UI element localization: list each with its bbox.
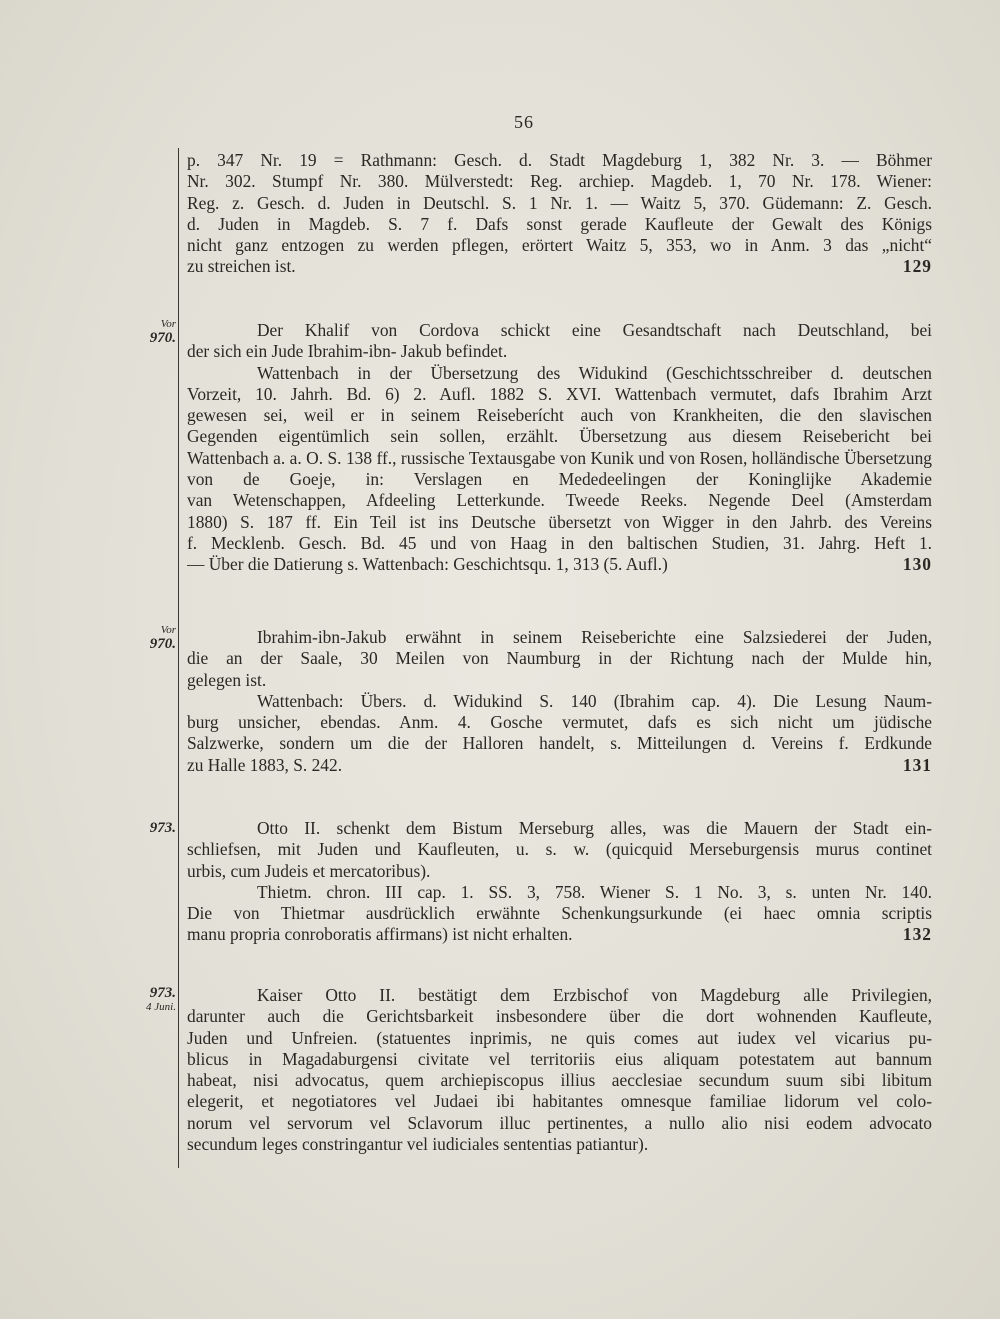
margin-date: [110, 820, 176, 836]
text-line: secundum leges constringantur vel iudiciales sententias patiantur).: [187, 1134, 649, 1155]
margin-date: [110, 985, 176, 1013]
text-line: [187, 554, 932, 575]
text-line: Wattenbach a. a. O. S. 138 ff., russische Textausgabe von Kunik und von Rosen, holländische Übersetzung von de Goeje, in: Verslagen en Mededeelingen der Koninglijke Akademie: [187, 447, 932, 490]
margin-year: 970.: [149, 636, 176, 652]
text-line: die an der Saale, 30 Meilen von Naumburg in der Richtung nach der Mulde hin,: [187, 648, 932, 669]
text-line: Otto II. schenkt dem Bistum Merseburg alles, was die Mauern der Stadt ein-: [257, 818, 932, 838]
text-line-last: zu Halle 1883, S. 242.: [187, 754, 343, 775]
text-line: gelegen ist.: [187, 669, 267, 690]
text-line: f. Mecklenb. Gesch. Bd. 45 und von Haag in den baltischen Studien, 31. Jahrg. Heft 1.: [187, 532, 932, 553]
text-line: Vorzeit, 10. Jahrh. Bd. 6) 2. Aufl. 1882 S. XVI. Wattenbach vermutet, dafs Ibrahim Arzt: [187, 383, 932, 404]
margin-year: 973.: [149, 820, 176, 836]
margin-year: 973.: [149, 985, 176, 1001]
text-line: Wattenbach: Übers. d. Widukind S. 140 (Ibrahim cap. 4). Die Lesung Naum-: [257, 690, 932, 711]
margin-date: [110, 318, 176, 346]
text-line: [187, 256, 932, 277]
text-line: Die von Thietmar ausdrücklich erwähnte Schenkungsurkunde (ei haec omnia scriptis: [187, 903, 932, 924]
text-line: Nr. 302. Stumpf Nr. 380. Mülverstedt: Reg. archiep. Magdeb. 1, 70 Nr. 178. Wiener:: [187, 171, 932, 192]
text-line: blicus in Magadaburgensi civitate vel territoriis eius aliquam potestatem aut bannum: [187, 1048, 932, 1069]
text-line: Thietm. chron. III cap. 1. SS. 3, 758. Wiener S. 1 No. 3, s. unten Nr. 140.: [257, 881, 932, 902]
text-line: gewesen sei, weil er in seinem Reiseberícht auch von Krankheiten, die den slavischen: [187, 405, 932, 426]
entry-131: [187, 627, 932, 776]
margin-note: Vor: [160, 318, 176, 330]
entry-number: 131: [902, 754, 932, 775]
text-line: d. Juden in Magdeb. S. 7 f. Dafs sonst gerade Kaufleute der Gewalt des Königs: [187, 213, 932, 234]
margin-day: 4 Juni.: [146, 1001, 176, 1013]
entry-133: [187, 985, 932, 1155]
entry-129: [187, 150, 932, 278]
entry-number: 132: [902, 924, 932, 945]
text-line-last: manu propria conroboratis affirmans) ist nicht erhalten.: [187, 924, 573, 945]
entry-number: 130: [902, 554, 932, 575]
text-line: nicht ganz entzogen zu werden pflegen, erörtert Waitz 5, 353, wo in Anm. 3 das „nicht“: [187, 235, 932, 256]
entry-130: [187, 320, 932, 576]
text-line: Gegenden eigentümlich sein sollen, erzählt. Übersetzung aus diesem Reisebericht bei: [187, 426, 932, 447]
entry-132: [187, 818, 932, 946]
text-line: habeat, nisi advocatus, quem archiepiscopus illius aecclesiae secundum suum sibi libitum: [187, 1070, 932, 1091]
margin-note: Vor: [160, 624, 176, 636]
text-line: Juden und Unfreien. (statuentes inprimis, ne quis comes aut iudex vel vicarius pu-: [187, 1027, 932, 1048]
text-line: p. 347 Nr. 19 = Rathmann: Gesch. d. Stadt Magdeburg 1, 382 Nr. 3. — Böhmer: [187, 150, 932, 170]
text-line: Kaiser Otto II. bestätigt dem Erzbischof von Magdeburg alle Privilegien,: [257, 985, 932, 1005]
margin-date: [110, 624, 176, 652]
text-line: [187, 755, 932, 776]
text-line-last: zu streichen ist.: [187, 256, 296, 277]
text-line: schliefsen, mit Juden und Kaufleuten, u. s. w. (quicquid Merseburgensis murus continet: [187, 839, 932, 860]
margin-rule: [178, 148, 179, 1168]
text-line: Ibrahim-ibn-Jakub erwähnt in seinem Reiseberichte eine Salzsiederei der Juden,: [257, 627, 932, 647]
text-line: van Wetenschappen, Afdeeling Letterkunde. Tweede Reeks. Negende Deel (Amsterdam: [187, 490, 932, 511]
text-line: Reg. z. Gesch. d. Juden in Deutschl. S. 1 Nr. 1. — Waitz 5, 370. Güdemann: Z. Gesch.: [187, 192, 932, 213]
text-line: burg unsicher, ebendas. Anm. 4. Gosche vermutet, dafs es sich nicht um jüdische: [187, 712, 932, 733]
text-line: elegerit, et negotiatores vel Judaei ibi habitantes omnesque familiae lidorum vel colo-: [187, 1091, 932, 1112]
text-line: norum vel servorum vel Sclavorum illuc pertinentes, a nullo alio nisi eodem advocato: [187, 1112, 932, 1133]
text-line: [187, 924, 932, 945]
text-line: Salzwerke, sondern um die der Halloren handelt, s. Mitteilungen d. Vereins f. Erdkunde: [187, 733, 932, 754]
text-line: Wattenbach in der Übersetzung des Widukind (Geschichtsschreiber d. deutschen: [257, 362, 932, 383]
text-line: darunter auch die Gerichtsbarkeit insbesondere über die dort wohnenden Kaufleute,: [187, 1006, 932, 1027]
text-line: 1880) S. 187 ff. Ein Teil ist ins Deutsche übersetzt von Wigger in den Jahrb. des Vereins: [187, 511, 932, 532]
text-line-last: — Über die Datierung s. Wattenbach: Geschichtsqu. 1, 313 (5. Aufl.): [187, 554, 668, 575]
page-number: 56: [514, 112, 534, 132]
margin-year: 970.: [149, 330, 176, 346]
text-line: der sich ein Jude Ibrahim-ibn- Jakub befindet.: [187, 341, 508, 362]
entry-number: 129: [902, 256, 932, 277]
text-line: Der Khalif von Cordova schickt eine Gesandtschaft nach Deutschland, bei: [257, 320, 932, 340]
text-line: urbis, cum Judeis et mercatoribus).: [187, 860, 431, 881]
